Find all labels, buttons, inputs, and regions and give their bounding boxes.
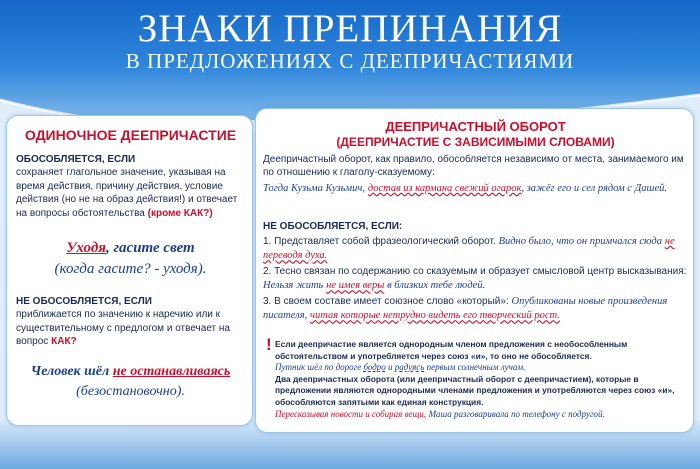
phrase-not-isolated-label: НЕ ОБОСОБЛЯЕТСЯ, ЕСЛИ: (263, 221, 403, 232)
participle-phrase-title: ДЕЕПРИЧАСТНЫЙ ОБОРОТ (385, 119, 566, 134)
not-isolated-section (16, 296, 248, 349)
not-isolated-label: НЕ ОБОСОБЛЯЕТСЯ, ЕСЛИ (16, 296, 152, 307)
single-participle-title: ОДИНОЧНОЕ ДЕЕПРИЧАСТИЕ (24, 127, 237, 143)
rule-1: 1. Представляет собой фразеологический оборот. Видно было, что он примчался сюда не переводя духа. (263, 236, 675, 262)
isolated-section (16, 154, 248, 220)
page-subtitle: В ПРЕДЛОЖЕНИЯХ С ДЕЕПРИЧАСТИЯМИ (125, 49, 575, 73)
single-participle-panel (6, 115, 253, 426)
rule-1-highlight: не переводя духа. (263, 236, 675, 262)
isolated-exception: (кроме КАК?) (147, 207, 213, 219)
exclamation-icon: ! (266, 335, 272, 354)
example-single-2: Человек шёл не останавливаясь (30, 364, 231, 379)
example-single-1-participle: Уходя (66, 240, 106, 256)
rule-2-highlight: не имея веры (326, 280, 385, 292)
not-isolated-text: приближается по значению к наречию или к существительному с предлогом и отвечает на вопрос КАК? (16, 309, 230, 348)
example-single-1: Уходя, гасите свет (66, 240, 195, 256)
note-block: Если деепричастие является однородным членом предложения с необособленным обстоятельством и употребляется через союз «и», то оно не обособляется. Путник шёл по дороге бодро и радуясь первым солнечным лучам. Два деепричастных оборота (или деепричастный оборот с деепричастием), которые в предложении являются однородными членами предложения и употребляются через союз «и», обособляются запятыми как единая конструкция. Пересказывая новости и собирая вещи, Маша разговаривала по телефону с подругой. (275, 339, 685, 420)
example-single-2-question: (безостановочно). (76, 384, 185, 399)
isolated-label: ОБОСОБЛЯЕТСЯ, ЕСЛИ (16, 154, 136, 165)
note-example-1: Путник шёл по дороге бодро и радуясь первым солнечным лучам. (275, 362, 526, 373)
participle-phrase-panel (255, 108, 694, 433)
phrase-intro-example: Тогда Кузьма Кузьмич, достав из кармана свежий огарок, зажёг его и сел рядом с Дашей. (263, 183, 667, 194)
isolated-text: сохраняет глагольное значение, указывая на время действия, причину действия, условие действия (но не на образ действия!) и отвечает на вопросы обстоятельства (кроме КАК?) (16, 167, 238, 219)
page-title: ЗНАКИ ПРЕПИНАНИЯ (137, 7, 563, 50)
participle-phrase-subtitle: (ДЕЕПРИЧАСТИЕ С ЗАВИСИМЫМИ СЛОВАМИ) (336, 135, 615, 149)
example-single-1-question: (когда гасите? - уходя). (54, 261, 207, 277)
rule-3-highlight: читая которые нетрудно видеть его творческий рост. (310, 310, 560, 322)
phrase-intro-example-highlight: достав из кармана свежий огарок (367, 183, 522, 194)
example-single-2-participle: не останавливаясь (112, 364, 231, 379)
phrase-intro: Деепричастный оборот, как правило, обособляется независимо от места, занимаемого им по отношению к глаголу-сказуемому: (263, 154, 684, 179)
rule-3: 3. В своем составе имеет союзное слово «который»: Опубликованы новые произведения писателя, читая которые нетрудно видеть его творческий рост. (263, 296, 668, 322)
rule-2: 2. Тесно связан по содержанию со сказуемым и образует смысловой центр высказывания: Нельзя жить не имея веры в близких тебе людей. (263, 266, 687, 292)
note-example-2: Пересказывая новости и собирая вещи, Маша разговаривала по телефону с подругой. (275, 408, 605, 419)
